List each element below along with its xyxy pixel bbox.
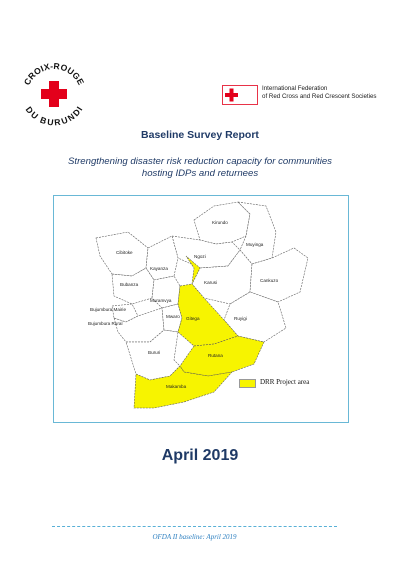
label-muramvya: Muramvya [150, 298, 172, 303]
report-subtitle [20, 156, 380, 180]
label-rutana: Rutana [208, 353, 223, 358]
croix-rouge-burundi-logo [20, 60, 88, 128]
report-date: April 2019 [161, 447, 239, 464]
label-makamba: Makamba [166, 384, 187, 389]
legend-swatch [239, 379, 256, 388]
label-kayanza: Kayanza [150, 266, 168, 271]
red-cross-icon [41, 81, 67, 107]
ifrc-logo [222, 84, 382, 106]
label-bujumbura-rural: Bujumbura Rural [88, 321, 123, 326]
label-bubanza: Bubanza [120, 282, 139, 287]
label-bururi: Bururi [148, 350, 161, 355]
province-muramvya [152, 276, 180, 308]
croix-rouge-bottom-text: DU BURUNDI [23, 104, 85, 128]
label-cankuzo: Cankuzo [260, 278, 279, 283]
ifrc-name-line1: International Federation [262, 85, 328, 92]
label-bujumbura-mairie: Bujumbura Mairie [90, 307, 126, 312]
legend-label: DRR Project area [260, 378, 310, 386]
label-mwaro: Mwaro [166, 314, 180, 319]
province-kayanza [146, 236, 178, 280]
red-cross-red-crescent-icon [222, 85, 258, 105]
label-ruyigi: Ruyigi [234, 316, 247, 321]
subtitle-line-1: Strengthening disaster risk reduction capacity for communities [68, 156, 332, 167]
burundi-province-map [53, 195, 349, 423]
label-gitega: Gitega [186, 316, 200, 321]
subtitle-line-2: hosting IDPs and returnees [141, 168, 259, 179]
footer-divider [52, 526, 337, 527]
footer-text: OFDA II baseline: April 2019 [152, 533, 237, 541]
label-muyinga: Muyinga [246, 242, 264, 247]
report-title: Baseline Survey Report [141, 129, 259, 141]
croix-rouge-top-text: CROIX-ROUGE [21, 60, 87, 87]
map-legend [239, 378, 349, 388]
svg-text:DU BURUNDI [24, 105, 85, 128]
label-ngozi: Ngozi [194, 254, 206, 259]
label-karusi: Karusi [204, 280, 218, 285]
label-kirundo: Kirundo [212, 220, 228, 225]
label-cibitoke: Cibitoke [116, 250, 133, 255]
ifrc-name-line2: of Red Cross and Red Crescent Societies [262, 92, 377, 100]
